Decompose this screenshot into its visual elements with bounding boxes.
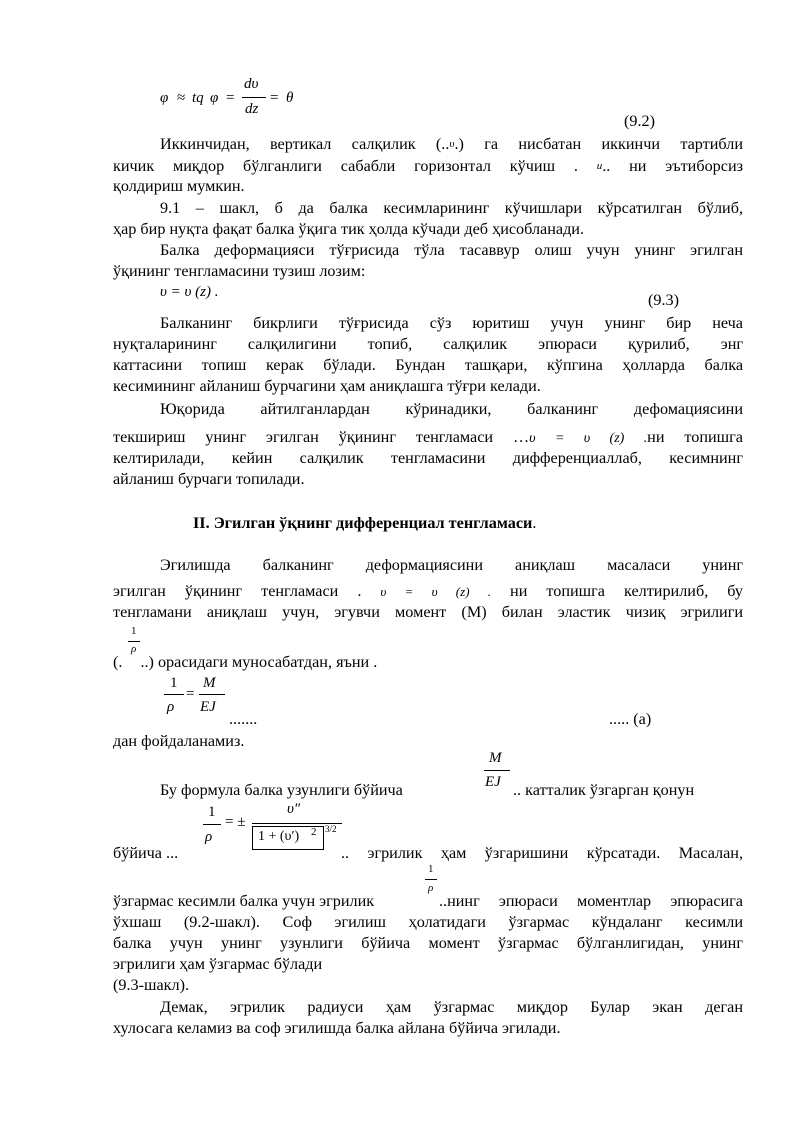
text-line: кесимининг айланиш бурчагини ҳам аниқлашга тўғри келади. (113, 377, 541, 395)
formula-symbol: = (186, 686, 195, 702)
text-fragment: кичик миқдор бўлганлиги сабабли горизонтал кўчиш . (113, 157, 578, 175)
text-fragment: текшириш унинг эгилган ўқининг тенгламаси … (113, 428, 530, 446)
text-line: ..нинг эпюраси моментлар эпюрасига (439, 892, 743, 910)
text-fragment: ..) орасидаги муносабатдан, яъни . (140, 653, 378, 671)
fraction-bar (242, 97, 266, 98)
text-fragment: Иккинчидан, вертикал салқилик (.. (160, 135, 450, 153)
text-fragment: .. ни эътиборсиз (602, 157, 744, 175)
formula-base: 1 + (υ′) (258, 829, 300, 844)
text-line: Балканинг бикрлиги тўғрисида сўз юритиш учун унинг бир неча (160, 314, 743, 332)
text-line: каттасини топиш керак бўлади. Бундан ташқари, кўпгина ҳолларда балка (113, 356, 743, 374)
text-line (160, 134, 743, 154)
fraction-denominator: ρ (131, 643, 137, 655)
text-fragment: ни топишга келтирилиб, бу (510, 582, 743, 600)
formula-symbol: υ (449, 138, 455, 150)
text-line: эгрилиги ҳам ўзгармас бўлади (113, 955, 323, 973)
fraction-numerator: M (489, 750, 502, 766)
fraction-bar (128, 641, 140, 642)
formula-exponent: 3/2 (325, 824, 337, 834)
text-line: ҳар бир нуқта фақат балка ўқига тик ҳолда кўчади деб ҳисобланади. (113, 220, 585, 238)
fraction-bar (484, 770, 510, 771)
formula-text: υ = υ (z) . (380, 584, 492, 599)
fraction-bar (425, 879, 437, 880)
text-line (113, 652, 377, 672)
fraction-numerator: υ″ (287, 801, 301, 817)
text-line: .. катталик ўзгарган қонун (513, 781, 695, 799)
formula-numerator: dυ (244, 76, 259, 92)
text-line: хулосага келамиз ва соф эгилишда балка айлана бўйича эгилади. (113, 1019, 561, 1037)
text-line: 9.1 – шакл, б да балка кесимларининг кўчишлари кўрсатилган бўлиб, (160, 199, 743, 217)
text-fragment: (. (113, 653, 123, 671)
text-line: бўйича ... (113, 844, 179, 862)
fraction-bar (203, 824, 221, 825)
formula-symbol: tq (192, 90, 204, 106)
text-line: ўзгармас кесимли балка учун эгрилик (113, 892, 375, 910)
formula-text: υ = υ (z) . (160, 284, 219, 300)
fraction-numerator: 1 (208, 804, 216, 820)
fraction-denominator: EJ (200, 699, 216, 715)
equation-number: (9.2) (624, 112, 656, 130)
text-line (113, 427, 743, 449)
formula-symbol: ≈ (177, 90, 186, 106)
fraction-numerator: 1 (428, 863, 434, 875)
text-line: келтирилади, кейин салқилик тенгламасини дифференциаллаб, кесимнинг (113, 449, 743, 467)
equation-number: (9.3) (648, 291, 680, 309)
formula-symbol: φ (160, 90, 169, 106)
fraction-denominator: ρ (428, 882, 434, 894)
text-line: Юқорида айтилганлардан кўринадики, балканинг дефомациясини (160, 400, 743, 418)
formula-exponent: 2 (311, 826, 317, 838)
formula-denominator: dz (245, 101, 259, 117)
text-line: дан фойдаланамиз. (113, 732, 245, 750)
formula-text: υ = υ (z) . (529, 431, 648, 446)
text-line: ўқининг тенгламасини тузиш лозим: (113, 262, 366, 280)
text-fragment: .) га нисбатан иккинчи тартибли (454, 135, 743, 153)
leader-dots: ....... (229, 710, 258, 728)
fraction-numerator: M (203, 675, 216, 691)
text-line: ўхшаш (9.2-шакл). Соф эгилиш ҳолатидаги ўзгармас кўндаланг кесимли (113, 913, 743, 931)
text-line: (9.3-шакл). (113, 976, 190, 994)
text-line: қолдириш мумкин. (113, 177, 245, 195)
formula-symbol: θ (286, 90, 294, 106)
equation-label: ..... (a) (609, 710, 652, 728)
text-line: нуқталарининг салқилигини топиб, салқилик эпюраси қурилиб, энг (113, 335, 743, 353)
section-heading (193, 513, 536, 533)
text-fragment: эгилган ўқининг тенгламаси . (113, 582, 362, 600)
heading-dot: . (532, 514, 537, 532)
fraction-bar (164, 694, 184, 695)
formula-symbol: = ± (225, 814, 246, 830)
fraction-bar (199, 694, 225, 695)
text-line: Балка деформацияси тўғрисида тўла тасаввур олиш учун унинг эгилган (160, 241, 743, 259)
formula-symbol: φ (210, 90, 219, 106)
text-line: айланиш бурчаги топилади. (113, 470, 305, 488)
text-fragment: ни топишга (647, 428, 743, 446)
fraction-numerator: 1 (131, 625, 137, 637)
formula-symbol: = (226, 90, 235, 106)
text-line (113, 156, 743, 176)
text-line: Эгилишда балканинг деформациясини аниқлаш масаласи унинг (160, 556, 743, 574)
fraction-denominator: EJ (485, 774, 501, 790)
text-line: Бу формула балка узунлиги бўйича (160, 781, 403, 799)
text-line (113, 581, 743, 602)
text-line: балка учун унинг узунлиги бўйича момент ўзгармас бўлганлигидан, унинг (113, 934, 743, 952)
heading-text: II. Эгилган ўқнинг дифференциал тенгламаси (193, 514, 533, 532)
formula-symbol: u (596, 160, 603, 172)
fraction-denominator: ρ (167, 699, 175, 715)
text-line: .. эгрилик ҳам ўзгаришини кўрсатади. Масалан, (341, 844, 743, 862)
text-line: Демак, эгрилик радиуси ҳам ўзгармас миқдор Булар экан деган (160, 998, 743, 1016)
formula-symbol: = (270, 90, 279, 106)
fraction-numerator: 1 (170, 675, 178, 691)
fraction-denominator: ρ (205, 829, 213, 845)
text-line: тенгламани аниқлаш учун, эгувчи момент (M) билан эластик чизиқ эгрилиги (113, 603, 743, 621)
